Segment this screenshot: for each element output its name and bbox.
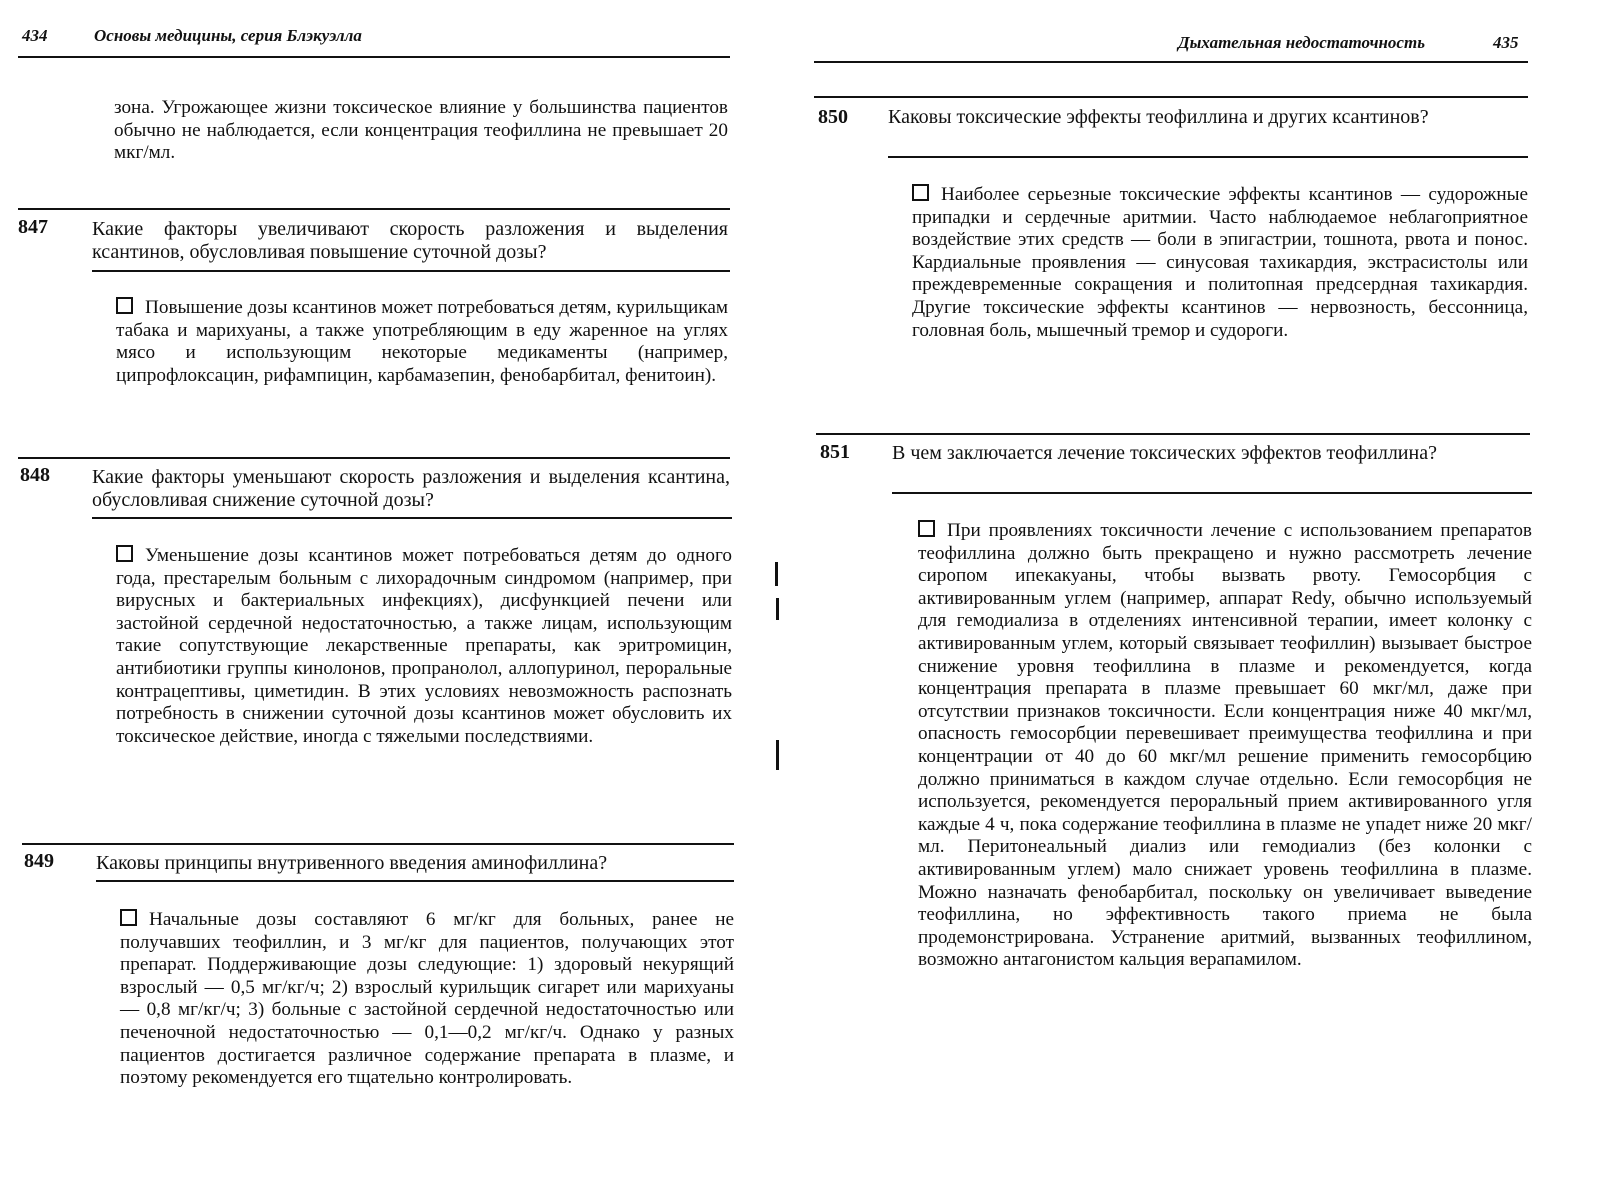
question-848-top-rule <box>18 457 730 459</box>
question-847-top-rule <box>18 208 730 210</box>
question-847-number: 847 <box>18 216 48 238</box>
question-849-top-rule <box>22 843 734 845</box>
question-851-number: 851 <box>820 441 850 463</box>
right-page-number: 435 <box>1493 33 1519 52</box>
margin-bar <box>776 740 779 770</box>
question-850-number: 850 <box>818 106 848 128</box>
question-851-bottom-rule <box>892 492 1532 494</box>
question-850-bottom-rule <box>888 156 1528 158</box>
question-848-text: Какие факторы уменьшают скорость разложения и выделения ксантина, обусловливая снижение суточной дозы? <box>92 466 730 511</box>
checkbox-icon <box>116 297 133 314</box>
question-849-text: Каковы принципы внутривенного введения аминофиллина? <box>96 852 608 874</box>
answer-849 <box>120 909 734 1090</box>
question-849-number: 849 <box>24 850 54 872</box>
right-header-rule <box>814 61 1528 63</box>
answer-848-text: Уменьшение дозы ксантинов может потребоваться детям до одного года, престарелым больным с лихорадочным синдромом (например, при вирусных и бактериальных инфекциях), дисфункцией печени или застойной сердечной недостаточностью, а также лицам, использующим такие сопутствующие лекарственные препараты, как эритромицин, антибиотики группы кинолонов, пропранолол, аллопуринол, пероральные контрацептивы, циметидин. В этих условиях невозможность распознать потребность в снижении суточной дозы ксантинов может обусловить их токсическое действие, иногда с тяжелыми последствиями. <box>116 545 732 747</box>
question-851-text: В чем заключается лечение токсических эффектов теофиллина? <box>892 442 1437 464</box>
margin-bar <box>776 598 779 620</box>
question-850-text: Каковы токсические эффекты теофиллина и других ксантинов? <box>888 106 1429 128</box>
checkbox-icon <box>918 520 935 537</box>
question-848-number: 848 <box>20 464 50 486</box>
left-page-number: 434 <box>22 26 48 45</box>
answer-851 <box>918 520 1532 972</box>
checkbox-icon <box>912 184 929 201</box>
left-running-title: Основы медицины, серия Блэкуэлла <box>94 26 362 45</box>
answer-849-text: Начальные дозы составляют 6 мг/кг для больных, ранее не получавших теофиллин, и 3 мг/кг для пациентов, получающих этот препарат. Поддерживающие дозы следующие: 1) здоровый некурящий взрослый — 0,5 мг/кг/ч; 2) взрослый курильщик сигарет или марихуаны — 0,8 мг/кг/ч; 3) больные с застойной сердечной недостаточностью или печеночной недостаточностью — 0,1—0,2 мг/кг/ч. Однако у разных пациентов достигается различное содержание препарата в плазме, и поэтому рекомендуется его тщательно контролировать. <box>120 909 734 1089</box>
answer-847 <box>116 297 728 387</box>
answer-848 <box>116 545 732 748</box>
question-851-top-rule <box>816 433 1530 435</box>
checkbox-icon <box>116 545 133 562</box>
answer-847-text: Повышение дозы ксантинов может потребоваться детям, курильщикам табака и марихуаны, а также употребляющим в еду жаренное на углях мясо и использующим некоторые медикаменты (например, ципрофлоксацин, рифампицин, карбамазепин, фенобарбитал, фенитоин). <box>116 297 728 386</box>
checkbox-icon <box>120 909 137 926</box>
answer-850-text: Наиболее серьезные токсические эффекты ксантинов — судорожные припадки и сердечные аритмии. Часто наблюдаемое неблагоприятное воздействие этих средств — боли в эпигастрии, тошнота, рвота и понос. Кардиальные проявления — синусовая тахикардия, экстрасистолы или преждевременные сокращения и политопная предсердная тахикардия. Другие токсические эффекты ксантинов — нервозность, бессонница, головная боль, мышечный тремор и судороги. <box>912 184 1528 341</box>
continuation-paragraph: зона. Угрожающее жизни токсическое влияние у большинства пациентов обычно не наблюдается, если концентрация теофиллина не превышает 20 мкг/мл. <box>114 97 728 164</box>
question-850-top-rule <box>814 96 1528 98</box>
question-847-text: Какие факторы увеличивают скорость разложения и выделения ксантинов, обусловливая повышение суточной дозы? <box>92 218 728 263</box>
margin-bar <box>775 562 778 586</box>
question-847-bottom-rule <box>92 270 730 272</box>
left-header-rule <box>18 56 730 58</box>
answer-850 <box>912 184 1528 342</box>
question-849-bottom-rule <box>96 880 734 882</box>
answer-851-text: При проявлениях токсичности лечение с использованием препаратов теофиллина должно быть прекращено и нужно рассмотреть лечение сиропом ипекакуаны, чтобы вызвать рвоту. Гемосорбция с активированным углем (например, аппарат Redy, обычно используемый для гемодиализа в отделениях интенсивной терапии, имеет колонку с активированным углем, который связывает теофиллин) вызывает быстрое снижение уровня теофиллина в плазме и рекомендуется, когда концентрация препарата в плазме превышает 60 мкг/мл, даже при отсутствии признаков токсичности. Если концентрация ниже 40 мкг/мл, опасность гемосорбции перевешивает преимущества теофиллина и при концентрации от 40 до 60 мкг/мл решение применить гемосорбцию должно приниматься в каждом случае отдельно. Если гемосорбция не используется, рекомендуется пероральный прием активированного угля каждые 4 ч, пока содержание теофиллина в плазме не упадет ниже 20 мкг/мл. Перитонеальный диализ или гемодиализ (без колонки с активированным углем) мало снижает уровень теофиллина в плазме. Можно назначать фенобарбитал, поскольку он увеличивает выведение теофиллина, но эффективность такого приема не была продемонстрирована. Устранение аритмий, вызванных теофиллином, возможно антагонистом кальция верапамилом. <box>918 520 1532 971</box>
question-848-bottom-rule <box>92 517 732 519</box>
right-running-title: Дыхательная недостаточность <box>1178 33 1425 52</box>
